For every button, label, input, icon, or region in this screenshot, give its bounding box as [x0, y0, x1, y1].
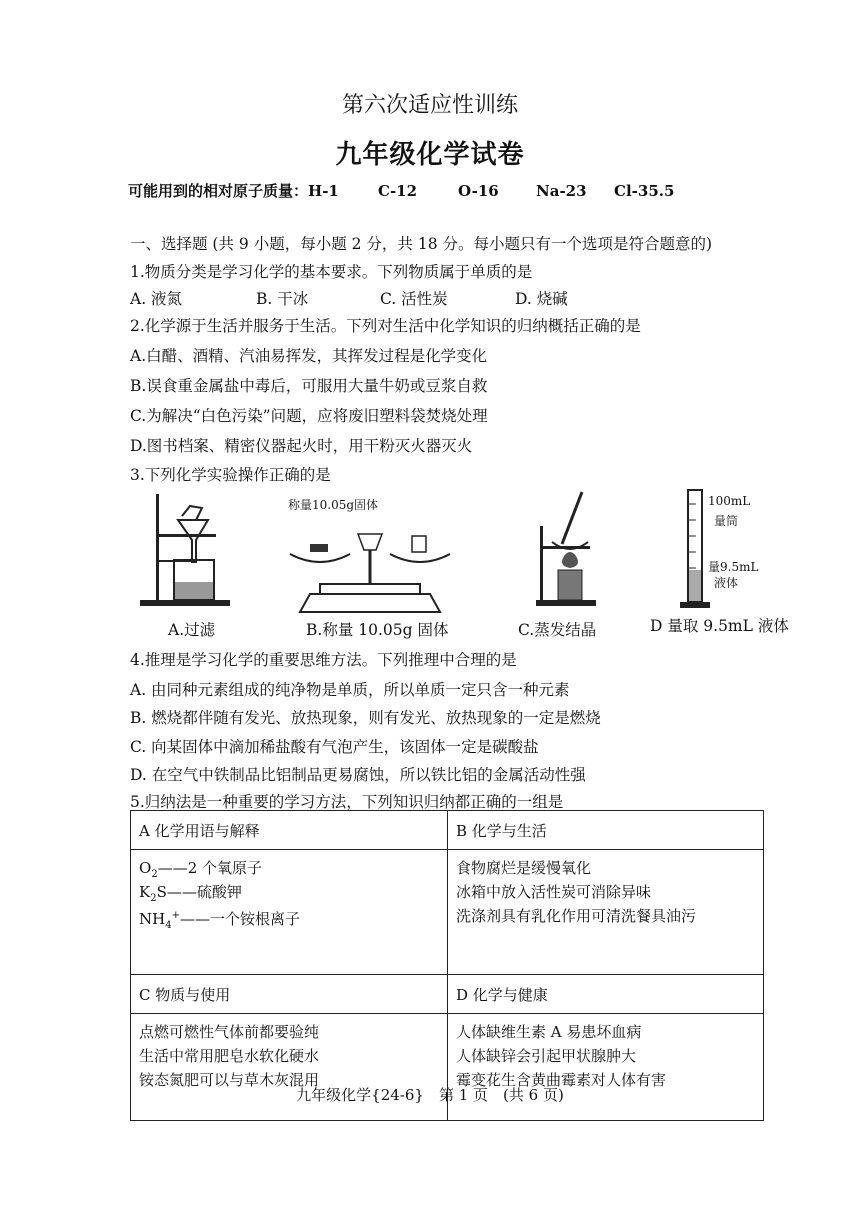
- q5-cell-a-header: A 化学用语与解释: [131, 811, 448, 850]
- q4-stem: 4.推理是学习化学的重要思维方法。下列推理中合理的是: [130, 651, 517, 669]
- exam-subtitle: 第六次适应性训练: [341, 93, 518, 118]
- q3-caption-c: C.蒸发结晶: [518, 621, 597, 639]
- filtration-figure: [130, 490, 240, 610]
- atomic-mass-c: C-12: [378, 182, 418, 200]
- atomic-masses: [128, 180, 674, 201]
- q4-option-d: D. 在空气中铁制品比铝制品更易腐蚀，所以铁比铝的金属活动性强: [130, 766, 586, 784]
- atomic-masses-label: 可能用到的相对原子质量：: [128, 182, 309, 200]
- q2-stem: 2.化学源于生活并服务于生活。下列对生活中化学知识的归纳概括正确的是: [130, 317, 641, 335]
- q1-option-b: B. 干冰: [256, 290, 309, 308]
- balance-label: 称量10.05g固体: [288, 498, 379, 512]
- q5-d-line-2: 人体缺锌会引起甲状腺肿大: [456, 1047, 637, 1065]
- q2-option-c: C.为解决“白色污染”问题，应将废旧塑料袋焚烧处理: [130, 407, 488, 425]
- q5-b-line-2: 冰箱中放入活性炭可消除异味: [456, 883, 652, 901]
- q5-cell-d-header: D 化学与健康: [448, 975, 764, 1014]
- cylinder-name-label: 量筒: [714, 514, 739, 528]
- q3-caption-a: A.过滤: [168, 621, 216, 639]
- q5-cell-b-body: [448, 850, 764, 975]
- q5-b-line-1: 食物腐烂是缓慢氧化: [456, 859, 592, 877]
- q5-table: [130, 810, 764, 1121]
- q5-cell-a-body: [131, 850, 448, 975]
- q1-stem: 1.物质分类是学习化学的基本要求。下列物质属于单质的是: [130, 263, 533, 281]
- q5-cell-c-header: C 物质与使用: [131, 975, 448, 1014]
- q4-option-b: B. 燃烧都伴随有发光、放热现象，则有发光、放热现象的一定是燃烧: [130, 709, 601, 727]
- q3-figures: [130, 490, 830, 640]
- q3-caption-d: D 量取 9.5mL 液体: [650, 617, 789, 635]
- q5-cell-b-header: B 化学与生活: [448, 811, 764, 850]
- q2-option-a: A.白醋、酒精、汽油易挥发，其挥发过程是化学变化: [130, 347, 488, 365]
- atomic-mass-o: O-16: [458, 182, 499, 200]
- q2-option-b: B.误食重金属盐中毒后，可服用大量牛奶或豆浆自救: [130, 377, 488, 395]
- q5-c-line-2: 生活中常用肥皂水软化硬水: [139, 1047, 320, 1065]
- q1-option-a: A. 液氮: [130, 290, 183, 308]
- liquid-label: 液体: [714, 576, 739, 590]
- section-heading: 一、选择题 (共 9 小题，每小题 2 分，共 18 分。每小题只有一个选项是符合题意的): [130, 235, 713, 253]
- q4-option-c: C. 向某固体中滴加稀盐酸有气泡产生，该固体一定是碳酸盐: [130, 738, 539, 756]
- q4-option-a: A. 由同种元素组成的纯净物是单质，所以单质一定只含一种元素: [130, 681, 570, 699]
- q5-a-line-2: $K_2S——$硫酸钾: [139, 883, 242, 904]
- q5-b-line-3: 洗涤剂具有乳化作用可清洗餐具油污: [456, 907, 697, 925]
- liquid-amount-label: 量9.5mL: [708, 560, 759, 574]
- evaporation-figure: [522, 486, 612, 606]
- q3-stem: 3.下列化学实验操作正确的是: [130, 466, 331, 484]
- q5-a-line-1: $O_2——2$ 个氧原子: [139, 859, 262, 880]
- atomic-mass-na: Na-23: [536, 182, 587, 200]
- q5-stem: 5.归纳法是一种重要的学习方法，下列知识归纳都正确的一组是: [130, 793, 564, 811]
- q5-c-line-1: 点燃可燃性气体前都要验纯: [139, 1023, 320, 1041]
- q5-d-line-3: 霉变花生含黄曲霉素对人体有害: [456, 1071, 667, 1089]
- q5-a-line-3: $NH_4^+——$一个铵根离子: [139, 910, 300, 931]
- atomic-mass-cl: Cl-35.5: [614, 182, 675, 200]
- q3-caption-b: B.称量 10.05g 固体: [306, 621, 449, 639]
- atomic-mass-h: H-1: [308, 182, 339, 200]
- q5-c-line-3: 铵态氮肥可以与草木灰混用: [139, 1071, 320, 1089]
- balance-figure: [280, 514, 460, 624]
- q5-d-line-1: 人体缺维生素 A 易患坏血病: [456, 1023, 642, 1041]
- q1-option-d: D. 烧碱: [515, 290, 568, 308]
- page-footer: 九年级化学{24-6} 第 1 页 (共 6 页): [296, 1086, 564, 1104]
- q2-option-d: D.图书档案、精密仪器起火时，用干粉灭火器灭火: [130, 437, 473, 455]
- q1-option-c: C. 活性炭: [380, 290, 448, 308]
- cylinder-volume-label: 100mL: [708, 494, 751, 508]
- exam-title: 九年级化学试卷: [335, 140, 525, 170]
